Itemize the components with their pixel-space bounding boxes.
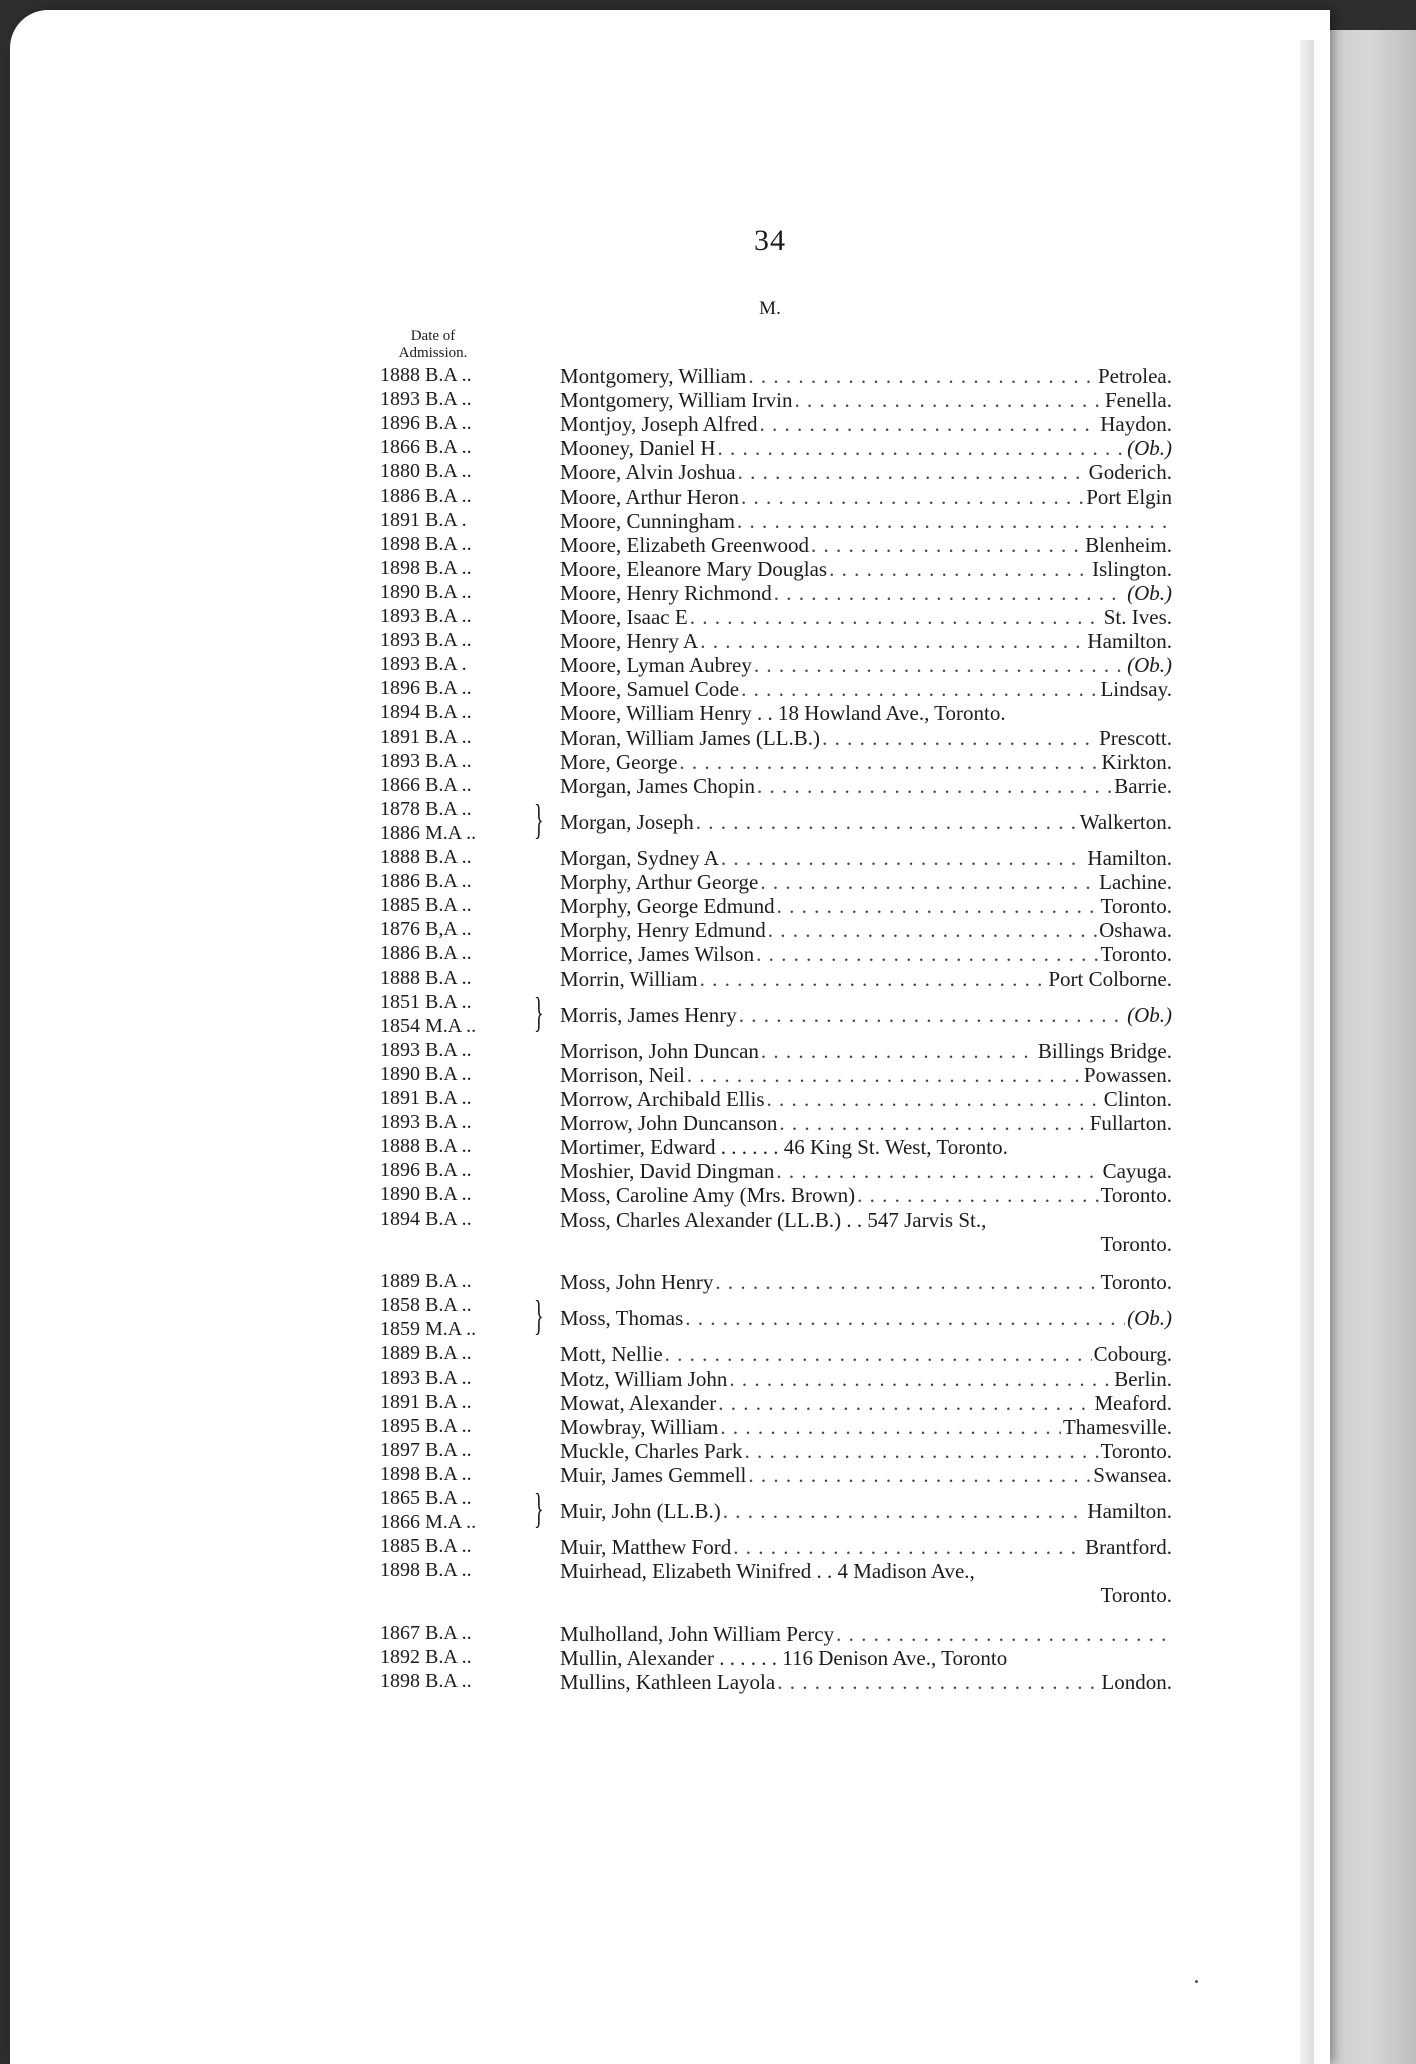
- name-row: [560, 750, 1172, 775]
- admission-date: 1886 M.A ..: [380, 821, 477, 844]
- name-row: [560, 1087, 1172, 1112]
- graduate-name: Morris, James Henry: [560, 1002, 737, 1027]
- page-number: 34: [754, 224, 786, 257]
- name-row: [560, 1499, 1172, 1524]
- list-entry: [0, 533, 1416, 559]
- residence: Petrolea.: [1097, 364, 1172, 388]
- admission-date: 1890 B.A ..: [380, 1062, 472, 1085]
- obit-marker: (Ob.): [1127, 436, 1172, 461]
- name-row: [560, 918, 1172, 943]
- residence: Hamilton.: [1087, 1499, 1172, 1524]
- list-entry: [0, 460, 1416, 486]
- list-entry: [0, 1207, 1416, 1256]
- residence: Toronto.: [1100, 1438, 1172, 1463]
- list-entry: [0, 436, 1416, 462]
- list-entry: [0, 485, 1416, 511]
- admission-date: 1893 B.A .: [380, 653, 467, 676]
- name-row: [560, 629, 1172, 654]
- list-entry: [0, 774, 1416, 800]
- leader-dots: [760, 412, 1099, 437]
- name-row: [560, 485, 1172, 510]
- leader-dots: [741, 677, 1098, 702]
- leader-dots: [737, 509, 1170, 534]
- admission-date: 1866 M.A ..: [380, 1511, 477, 1534]
- list-entry: [0, 942, 1416, 968]
- leader-dots: [836, 1622, 1170, 1647]
- admission-date: 1885 B.A ..: [380, 1535, 472, 1558]
- graduate-name: Morphy, Arthur George: [560, 870, 759, 895]
- residence: Haydon.: [1100, 412, 1172, 437]
- graduate-name: Moore, Elizabeth Greenwood: [560, 532, 809, 557]
- leader-dots: [715, 1270, 1098, 1295]
- residence: Port Colborne.: [1048, 966, 1172, 991]
- name-row: [560, 460, 1172, 485]
- list-entry: [0, 1294, 1416, 1341]
- admission-date: 1891 B.A ..: [380, 1087, 472, 1109]
- residence: St. Ives.: [1103, 605, 1172, 629]
- admission-date: 1898 B.A ..: [380, 532, 472, 555]
- name-row: [560, 774, 1172, 799]
- section-letter: M.: [759, 298, 781, 319]
- graduate-name: Moss, John Henry: [560, 1270, 714, 1295]
- list-entry: [0, 581, 1416, 607]
- admission-date: 1893 B.A ..: [380, 1366, 472, 1389]
- graduate-name: Moore, William Henry . . 18 Howland Ave., Toronto.: [560, 701, 1006, 726]
- admission-date: 1898 B.A ..: [380, 1462, 472, 1485]
- leader-dots: [729, 1367, 1112, 1392]
- graduate-name: Moore, Alvin Joshua: [560, 460, 736, 485]
- list-entry: [0, 1487, 1416, 1534]
- list-entry: [0, 1559, 1416, 1608]
- leader-dots: [745, 1439, 1099, 1464]
- graduate-name: Muir, John (LL.B.): [560, 1499, 721, 1524]
- graduate-name: Montgomery, William Irvin: [560, 388, 793, 413]
- name-row: [560, 533, 1172, 558]
- list-entry: [0, 1039, 1416, 1065]
- residence: Meaford.: [1094, 1390, 1172, 1415]
- list-entry: [0, 846, 1416, 872]
- graduate-name: Muirhead, Elizabeth Winifred . . 4 Madison Ave.,: [560, 1559, 975, 1584]
- name-row: [560, 1439, 1172, 1464]
- admission-date: 1886 B.A ..: [380, 870, 472, 893]
- admission-date: 1898 B.A ..: [380, 1670, 472, 1693]
- residence: Goderich.: [1088, 460, 1172, 485]
- leader-dots: [679, 750, 1099, 775]
- graduate-name: Moshier, David Dingman: [560, 1159, 775, 1184]
- leader-dots: [777, 1670, 1099, 1695]
- list-entry: [0, 364, 1416, 390]
- residence: Toronto.: [1100, 942, 1172, 967]
- name-row: [560, 1039, 1172, 1064]
- date-header-line-2: Admission.: [398, 345, 468, 361]
- residence: London.: [1101, 1670, 1172, 1695]
- address-continuation: Toronto.: [1100, 1231, 1172, 1256]
- list-entry: [0, 1342, 1416, 1368]
- admission-date: 1886 B.A ..: [380, 942, 472, 965]
- graduate-name: Moore, Henry A: [560, 629, 699, 654]
- residence: Clinton.: [1103, 1087, 1172, 1111]
- admission-date: 1888 B.A ..: [380, 1135, 472, 1158]
- name-row: [560, 557, 1172, 582]
- name-row: [560, 1306, 1172, 1331]
- graduate-name: Morphy, Henry Edmund: [560, 918, 766, 943]
- admission-date: 1851 B.A ..: [380, 990, 472, 1013]
- leader-dots: [777, 894, 1099, 919]
- residence: Kirkton.: [1101, 749, 1172, 774]
- list-entry: [0, 1135, 1416, 1161]
- list-entry: [0, 918, 1416, 944]
- residence: Islington.: [1092, 556, 1172, 581]
- name-row: [560, 701, 1172, 726]
- graduate-name: Montgomery, William: [560, 364, 747, 388]
- list-entry: [0, 1646, 1416, 1672]
- admission-date: 1854 M.A ..: [380, 1014, 477, 1037]
- name-row: [560, 1463, 1172, 1488]
- admission-date: 1898 B.A ..: [380, 556, 472, 579]
- residence: Brantford.: [1085, 1535, 1172, 1560]
- leader-dots: [779, 1111, 1087, 1136]
- leader-dots: [774, 581, 1125, 606]
- list-entry: [0, 1183, 1416, 1209]
- scan-speck: [1195, 1980, 1198, 1983]
- name-row: [560, 677, 1172, 702]
- admission-date: 1886 B.A ..: [380, 484, 472, 507]
- graduate-name: Mortimer, Edward . . . . . . 46 King St. West, Toronto.: [560, 1135, 1008, 1160]
- leader-dots: [748, 1463, 1091, 1488]
- name-row: [560, 1535, 1172, 1560]
- name-row: [560, 846, 1172, 871]
- obit-marker: (Ob.): [1127, 1002, 1172, 1027]
- name-row: [560, 1208, 1172, 1233]
- admission-date: 1890 B.A ..: [380, 1183, 472, 1206]
- residence: Powassen.: [1083, 1062, 1172, 1087]
- list-entry: [0, 1367, 1416, 1393]
- name-row: [560, 1367, 1172, 1392]
- name-row: [560, 412, 1172, 437]
- leader-dots: [720, 1415, 1061, 1440]
- name-row: [560, 1003, 1172, 1028]
- name-row: [560, 726, 1172, 751]
- leader-dots: [761, 1039, 1036, 1064]
- leader-dots: [696, 810, 1078, 835]
- name-row: [560, 894, 1172, 919]
- admission-date: 1890 B.A ..: [380, 580, 472, 603]
- name-row: [560, 1415, 1172, 1440]
- obit-marker: (Ob.): [1127, 653, 1172, 678]
- list-entry: [0, 388, 1416, 414]
- residence: Thamesville.: [1062, 1414, 1172, 1439]
- list-entry: [0, 1415, 1416, 1441]
- graduate-name: Moss, Thomas: [560, 1306, 684, 1331]
- name-row: [560, 1063, 1172, 1088]
- residence: Lindsay.: [1100, 677, 1172, 702]
- graduate-name: Morrison, John Duncan: [560, 1038, 759, 1063]
- admission-date: 1896 B.A ..: [380, 677, 472, 700]
- name-row: [560, 1646, 1172, 1671]
- admission-date: 1866 B.A ..: [380, 773, 472, 796]
- list-entry: [0, 797, 1416, 844]
- list-entry: [0, 1111, 1416, 1137]
- graduate-name: Morrin, William: [560, 966, 698, 991]
- graduate-name: Mullins, Kathleen Layola: [560, 1670, 776, 1695]
- graduate-name: Moore, Eleanore Mary Douglas: [560, 556, 828, 581]
- leader-dots: [829, 557, 1090, 582]
- admission-date: 1889 B.A ..: [380, 1270, 472, 1293]
- name-row: [560, 870, 1172, 895]
- degree-brace: }: [534, 797, 544, 844]
- list-entry: [0, 1622, 1416, 1648]
- leader-dots: [768, 918, 1097, 943]
- name-row: [560, 1559, 1172, 1584]
- admission-date: 1888 B.A ..: [380, 966, 472, 989]
- leader-dots: [665, 1342, 1092, 1367]
- leader-dots: [690, 605, 1102, 630]
- graduate-name: Moore, Lyman Aubrey: [560, 653, 752, 678]
- residence: Cobourg.: [1093, 1342, 1172, 1367]
- admission-date: 1889 B.A ..: [380, 1342, 472, 1365]
- admission-date: 1891 B.A ..: [380, 1390, 472, 1413]
- residence: Barrie.: [1114, 773, 1172, 798]
- graduate-name: Moore, Arthur Heron: [560, 484, 740, 509]
- list-entry: [0, 1439, 1416, 1465]
- admission-date: 1865 B.A ..: [380, 1487, 472, 1510]
- list-entry: [0, 1159, 1416, 1185]
- book-page: [10, 10, 1330, 2064]
- graduate-name: Mowbray, William: [560, 1414, 719, 1439]
- residence: Blenheim.: [1085, 532, 1172, 557]
- admission-date: 1892 B.A ..: [380, 1646, 472, 1669]
- residence: Oshawa.: [1099, 918, 1172, 943]
- list-entry: [0, 557, 1416, 583]
- list-entry: [0, 1535, 1416, 1561]
- name-row: [560, 605, 1172, 630]
- graduate-name: Mott, Nellie: [560, 1342, 663, 1367]
- leader-dots: [721, 846, 1086, 871]
- name-row: [560, 1391, 1172, 1416]
- name-row: [560, 942, 1172, 967]
- graduate-name: Muir, James Gemmell: [560, 1462, 747, 1487]
- name-row: [560, 388, 1172, 413]
- name-row: [560, 1270, 1172, 1295]
- list-entry: [0, 412, 1416, 438]
- list-entry: [0, 1463, 1416, 1489]
- list-entry: [0, 605, 1416, 631]
- residence: Port Elgin: [1086, 484, 1172, 509]
- list-entry: [0, 1391, 1416, 1417]
- list-entry: [0, 1087, 1416, 1113]
- admission-date: 1896 B.A ..: [380, 1159, 472, 1182]
- leader-dots: [757, 774, 1112, 799]
- graduate-name: Mooney, Daniel H: [560, 436, 716, 461]
- name-row: [560, 436, 1172, 461]
- residence: Lachine.: [1099, 870, 1172, 895]
- graduate-name: Moran, William James (LL.B.): [560, 725, 821, 750]
- admission-date: 1866 B.A ..: [380, 436, 472, 459]
- name-row: [560, 967, 1172, 992]
- leader-dots: [733, 1535, 1083, 1560]
- address-continuation: Toronto.: [1100, 1583, 1172, 1608]
- leader-dots: [700, 629, 1085, 654]
- leader-dots: [687, 1063, 1082, 1088]
- degree-brace: }: [534, 1487, 544, 1534]
- admission-date: 1893 B.A ..: [380, 1038, 472, 1061]
- list-entry: [0, 509, 1416, 535]
- graduate-name: Moore, Henry Richmond: [560, 580, 772, 605]
- residence: Fenella.: [1104, 388, 1172, 413]
- list-entry: [0, 990, 1416, 1037]
- list-entry: [0, 1670, 1416, 1696]
- graduate-name: Mowat, Alexander: [560, 1390, 717, 1415]
- admission-date: 1897 B.A ..: [380, 1438, 472, 1461]
- name-row: [560, 1135, 1172, 1160]
- name-row: [560, 1111, 1172, 1136]
- name-row: [560, 581, 1172, 606]
- graduate-name: Morgan, Joseph: [560, 809, 694, 834]
- list-entry: [0, 870, 1416, 896]
- admission-date: 1859 M.A ..: [380, 1318, 477, 1341]
- leader-dots: [760, 870, 1097, 895]
- residence: Toronto.: [1100, 1270, 1172, 1295]
- name-row: [560, 1342, 1172, 1367]
- leader-dots: [739, 1003, 1125, 1028]
- admission-date: 1893 B.A ..: [380, 605, 472, 627]
- name-row: [560, 810, 1172, 835]
- graduate-name: Morrison, Neil: [560, 1062, 685, 1087]
- admission-date: 1858 B.A ..: [380, 1294, 472, 1317]
- graduate-name: Moss, Caroline Amy (Mrs. Brown): [560, 1183, 856, 1208]
- admission-date: 1898 B.A ..: [380, 1559, 472, 1582]
- admission-date: 1878 B.A ..: [380, 797, 472, 820]
- leader-dots: [741, 485, 1084, 510]
- residence: Toronto.: [1100, 894, 1172, 919]
- admission-date: 1893 B.A ..: [380, 629, 472, 652]
- admission-date: 1896 B.A ..: [380, 412, 472, 435]
- leader-dots: [754, 653, 1125, 678]
- admission-date: 1888 B.A ..: [380, 364, 472, 386]
- degree-brace: }: [534, 990, 544, 1037]
- name-row: [560, 1670, 1172, 1695]
- admission-date: 1893 B.A ..: [380, 388, 472, 411]
- leader-dots: [857, 1183, 1098, 1208]
- graduate-name: Moore, Isaac E: [560, 605, 688, 629]
- leader-dots: [718, 1391, 1092, 1416]
- graduate-name: Morgan, James Chopin: [560, 773, 756, 798]
- leader-dots: [756, 942, 1098, 967]
- residence: Berlin.: [1114, 1366, 1172, 1391]
- graduate-name: Mulholland, John William Percy: [560, 1622, 835, 1647]
- residence: Prescott.: [1099, 725, 1172, 750]
- list-entry: [0, 1063, 1416, 1089]
- graduate-name: Morrice, James Wilson: [560, 942, 755, 967]
- leader-dots: [748, 364, 1096, 389]
- graduate-name: Montjoy, Joseph Alfred: [560, 412, 758, 437]
- name-row: [560, 509, 1172, 534]
- obit-marker: (Ob.): [1127, 580, 1172, 605]
- residence: Hamilton.: [1087, 846, 1172, 870]
- residence: Swansea.: [1093, 1462, 1172, 1487]
- residence: Fullarton.: [1089, 1111, 1172, 1136]
- list-entry: [0, 1270, 1416, 1296]
- residence: Cayuga.: [1102, 1159, 1172, 1184]
- graduate-name: Morrow, John Duncanson: [560, 1111, 778, 1136]
- leader-dots: [776, 1159, 1100, 1184]
- graduate-name: Moore, Cunningham: [560, 508, 735, 533]
- degree-brace: }: [534, 1294, 544, 1341]
- admission-date: 1876 B,A ..: [380, 918, 472, 941]
- list-entry: [0, 750, 1416, 776]
- residence: Walkerton.: [1079, 809, 1172, 834]
- date-of-admission-header: [378, 328, 488, 362]
- list-entry: [0, 726, 1416, 752]
- admission-date: 1893 B.A ..: [380, 1111, 472, 1134]
- leader-dots: [811, 533, 1083, 558]
- admission-date: 1867 B.A ..: [380, 1622, 472, 1645]
- residence: Hamilton.: [1087, 629, 1172, 654]
- leader-dots: [794, 388, 1102, 413]
- list-entry: [0, 677, 1416, 703]
- admission-date: 1894 B.A ..: [380, 1207, 472, 1230]
- list-entry: [0, 653, 1416, 679]
- graduate-name: Moore, Samuel Code: [560, 677, 740, 702]
- graduate-name: Morrow, Archibald Ellis: [560, 1087, 765, 1111]
- date-header-line-1: Date of: [410, 328, 456, 344]
- graduate-name: More, George: [560, 749, 678, 774]
- list-entry: [0, 629, 1416, 655]
- leader-dots: [767, 1087, 1102, 1112]
- graduate-name: Moss, Charles Alexander (LL.B.) . . 547 Jarvis St.,: [560, 1207, 987, 1232]
- graduate-name: Morgan, Sydney A: [560, 846, 719, 870]
- admission-date: 1895 B.A ..: [380, 1414, 472, 1437]
- name-row: [560, 653, 1172, 678]
- graduate-name: Morphy, George Edmund: [560, 894, 775, 919]
- graduate-name: Muckle, Charles Park: [560, 1438, 743, 1463]
- admission-date: 1894 B.A ..: [380, 701, 472, 724]
- name-row: [560, 1159, 1172, 1184]
- leader-dots: [700, 967, 1047, 992]
- admission-date: 1891 B.A ..: [380, 725, 472, 748]
- admission-date: 1888 B.A ..: [380, 846, 472, 868]
- leader-dots: [723, 1499, 1086, 1524]
- list-entry: [0, 894, 1416, 920]
- graduate-name: Mullin, Alexander . . . . . . 116 Denison Ave., Toronto: [560, 1646, 1008, 1671]
- admission-date: 1893 B.A ..: [380, 749, 472, 772]
- leader-dots: [738, 460, 1087, 485]
- leader-dots: [822, 726, 1097, 751]
- residence: Toronto.: [1100, 1183, 1172, 1208]
- leader-dots: [685, 1306, 1125, 1331]
- list-entry: [0, 701, 1416, 727]
- obit-marker: (Ob.): [1127, 1306, 1172, 1331]
- name-row: [560, 1622, 1172, 1647]
- leader-dots: [718, 436, 1126, 461]
- graduate-name: Muir, Matthew Ford: [560, 1535, 732, 1560]
- admission-date: 1880 B.A ..: [380, 460, 472, 483]
- admission-date: 1885 B.A ..: [380, 894, 472, 917]
- name-row: [560, 364, 1172, 389]
- list-entry: [0, 967, 1416, 993]
- residence: Billings Bridge.: [1037, 1038, 1172, 1063]
- admission-date: 1891 B.A .: [380, 508, 467, 531]
- graduate-name: Motz, William John: [560, 1366, 728, 1391]
- name-row: [560, 1183, 1172, 1208]
